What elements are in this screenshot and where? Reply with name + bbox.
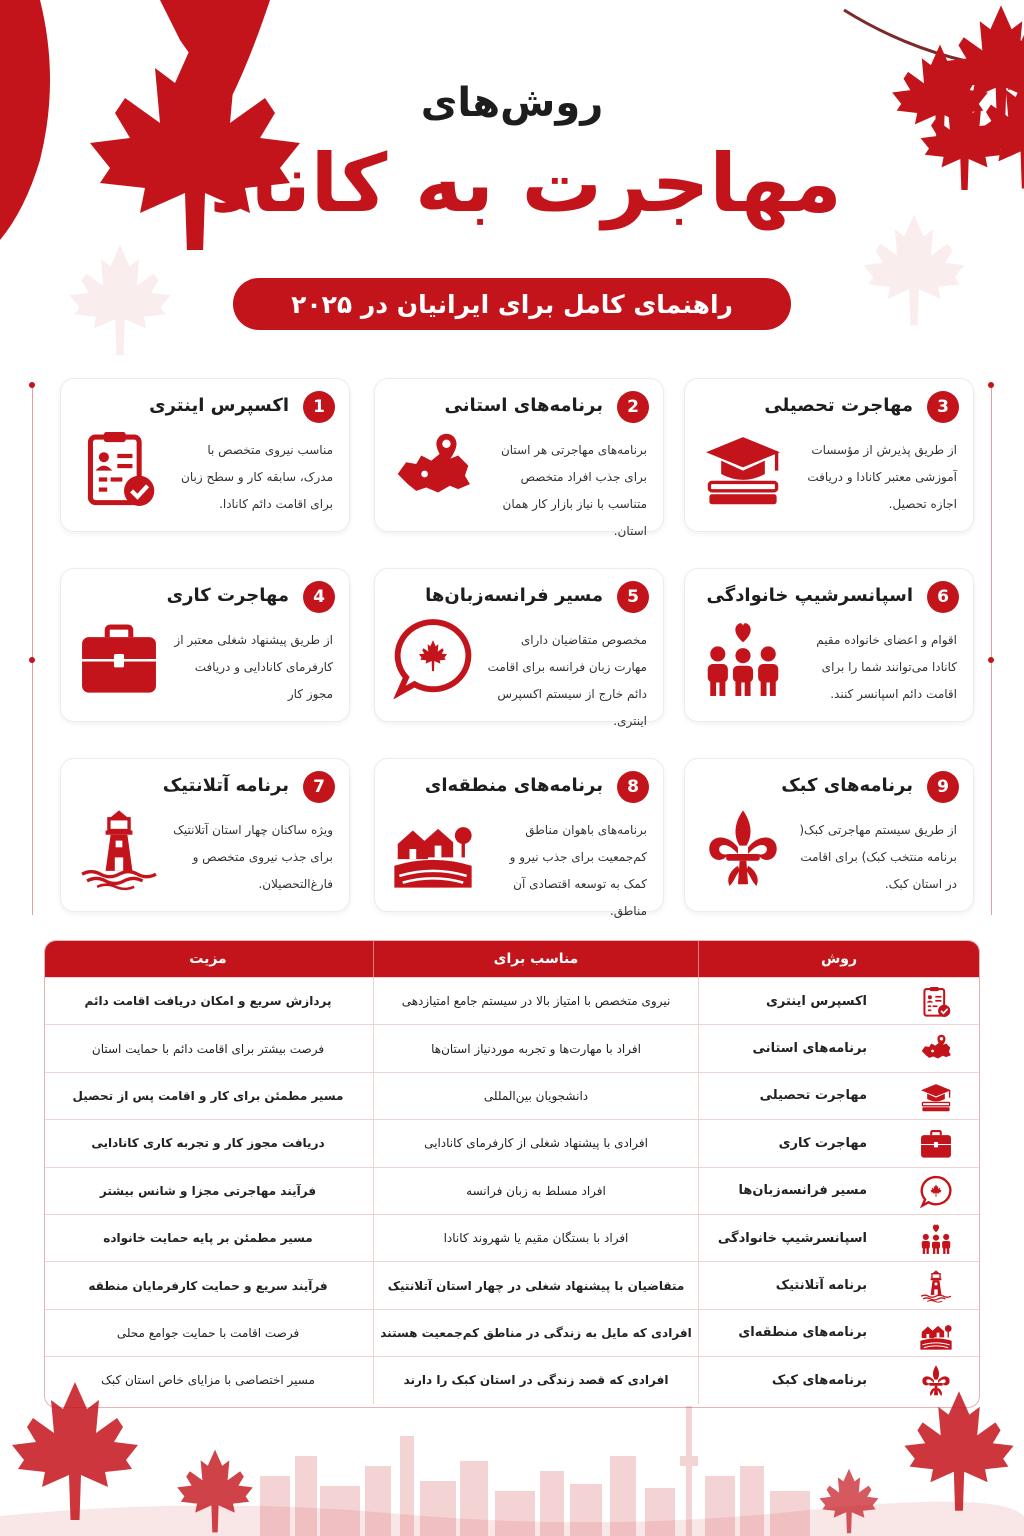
cell-benefit: مسیر مطمئن برای کار و اقامت پس از تحصیل	[72, 1088, 344, 1103]
cell-benefit: فرآیند سریع و حمایت کارفرمایان منطقه	[88, 1278, 328, 1293]
method-card-work	[60, 568, 350, 722]
cell-method-text: اکسپرس اینتری	[765, 993, 867, 1009]
header-method: روش	[820, 951, 858, 967]
side-dot	[29, 657, 35, 663]
card-number: 7	[303, 771, 335, 803]
lighthouse-icon	[77, 807, 161, 891]
cell-suitable-for: افراد با بستگان مقیم یا شهروند کانادا	[373, 1215, 699, 1261]
method-card-family-sponsorship	[684, 568, 974, 722]
cell-benefit: فرصت بیشتر برای اقامت دائم با حمایت استان	[91, 1041, 325, 1056]
checklist-icon	[919, 985, 953, 1019]
cell-benefit: مسیر اختصاصی با مزایای خاص استان کبک	[101, 1373, 315, 1388]
table-row	[45, 1072, 979, 1119]
maple-leaf-decoration	[170, 1446, 260, 1536]
family-icon	[919, 1222, 953, 1256]
card-number: 8	[617, 771, 649, 803]
fleur-de-lis-icon	[701, 807, 785, 891]
cell-method-text: مسیر فرانسه‌زبان‌ها	[738, 1183, 867, 1199]
cell-suitable-for: دانشجویان بین‌المللی	[373, 1073, 699, 1119]
card-description: ویژه ساکنان چهار استان آتلانتیک برای جذب نیروی متخصص و فارغ‌التحصیلان.	[173, 823, 333, 891]
card-number: 2	[617, 391, 649, 423]
card-number: 3	[927, 391, 959, 423]
card-number: 1	[303, 391, 335, 423]
page-title-line-2: مهاجرت به کانادا	[182, 137, 842, 230]
cell-method-text: برنامه‌های استانی	[752, 1041, 867, 1057]
maple-leaf-decoration	[0, 1376, 150, 1526]
table-row	[45, 1119, 979, 1166]
canada-map-pin-icon	[391, 427, 475, 511]
side-dot	[988, 382, 994, 388]
header-benefit: مزیت	[189, 951, 227, 967]
cell-benefit: دریافت مجوز کار و تجربه کاری کانادایی	[91, 1136, 325, 1151]
cell-method	[699, 1025, 979, 1071]
card-number: 5	[617, 581, 649, 613]
card-description: اقوام و اعضای خانواده مقیم کانادا می‌توانند شما را برای اقامت دائم اسپانسر کنند.	[816, 633, 957, 701]
method-card-atlantic	[60, 758, 350, 912]
cell-method-text: برنامه‌های کبک	[771, 1372, 867, 1388]
table-row	[45, 1024, 979, 1071]
card-title: مهاجرت تحصیلی	[764, 395, 913, 416]
table-header	[45, 941, 979, 977]
cell-benefit: فرآیند مهاجرتی مجزا و شانس بیشتر	[99, 1183, 317, 1198]
cell-method-text: برنامه آتلانتیک	[775, 1278, 867, 1294]
card-description: از طریق پیشنهاد شغلی معتبر از کارفرمای کانادایی و دریافت مجوز کار	[174, 633, 333, 701]
card-title: برنامه آتلانتیک	[162, 775, 289, 796]
maple-leaf-decoration	[814, 1466, 884, 1536]
card-number: 6	[927, 581, 959, 613]
card-title: برنامه‌های کبک	[781, 775, 913, 796]
card-title: مسیر فرانسه‌زبان‌ها	[425, 585, 603, 606]
cell-suitable-for: نیروی متخصص با امتیاز بالا در سیستم جامع امتیازدهی	[373, 978, 699, 1024]
village-icon	[391, 807, 475, 891]
checklist-icon	[77, 427, 161, 511]
table-row	[45, 1261, 979, 1308]
faded-maple-leaf	[60, 240, 180, 360]
method-card-regional	[374, 758, 664, 918]
cell-suitable-for: افرادی که مایل به زندگی در مناطق کم‌جمعیت هستند	[373, 1310, 699, 1356]
family-icon	[701, 617, 785, 701]
graduation-cap-icon	[701, 427, 785, 511]
cell-method-text: برنامه‌های منطقه‌ای	[738, 1325, 867, 1341]
maple-leaf-decoration	[894, 1386, 1024, 1516]
method-card-francophone	[374, 568, 664, 728]
cell-method	[699, 1168, 979, 1214]
table-row	[45, 977, 979, 1024]
cell-method-text: اسپانسرشیپ خانوادگی	[717, 1230, 867, 1246]
cell-method	[699, 1073, 979, 1119]
cell-suitable-for: افراد با مهارت‌ها و تجربه موردنیاز استان‌ها	[373, 1025, 699, 1071]
card-title: مهاجرت کاری	[166, 585, 289, 606]
cell-suitable-for: متقاضیان با پیشنهاد شغلی در چهار استان آتلانتیک	[373, 1262, 699, 1308]
card-title: برنامه‌های منطقه‌ای	[424, 775, 603, 796]
card-description: برنامه‌های باهوان مناطق کم‌جمعیت برای جذب نیرو و کمک به توسعه اقتصادی آن مناطق.	[509, 823, 647, 918]
cell-benefit: فرصت اقامت با حمایت جوامع محلی	[116, 1325, 300, 1340]
page-title-line-1: روش‌های	[420, 80, 604, 126]
card-title: برنامه‌های استانی	[444, 395, 603, 416]
side-divider-right	[991, 385, 992, 915]
card-title: اسپانسرشیپ خانوادگی	[706, 585, 913, 606]
lighthouse-icon	[919, 1269, 953, 1303]
card-description: از طریق پذیرش از مؤسسات آموزشی معتبر کانادا و دریافت اجازه تحصیل.	[807, 443, 957, 511]
card-number: 9	[927, 771, 959, 803]
card-description: از طریق سیستم مهاجرتی کبک( برنامه منتخب کبک) برای اقامت در استان کبک.	[799, 823, 957, 891]
briefcase-icon	[919, 1127, 953, 1161]
cell-benefit: مسیر مطمئن بر پایه حمایت خانواده	[103, 1231, 313, 1246]
subtitle-badge: راهنمای کامل برای ایرانیان در ۲۰۲۵	[233, 278, 791, 330]
cell-method	[699, 978, 979, 1024]
briefcase-icon	[77, 617, 161, 701]
cell-method	[699, 1120, 979, 1166]
village-icon	[919, 1317, 953, 1351]
side-dot	[29, 382, 35, 388]
speech-bubble-maple-icon	[919, 1175, 953, 1209]
table-row	[45, 1167, 979, 1214]
cell-method-text: مهاجرت کاری	[778, 1135, 867, 1151]
cell-method	[699, 1310, 979, 1356]
table-row	[45, 1309, 979, 1356]
card-description: مخصوص متقاضیان دارای مهارت زبان فرانسه برای اقامت دائم خارج از سیستم اکسپرس اینتری.	[487, 633, 647, 728]
faded-maple-leaf	[854, 210, 974, 330]
card-number: 4	[303, 581, 335, 613]
comparison-table	[44, 940, 980, 1408]
method-card-express-entry	[60, 378, 350, 532]
method-card-provincial	[374, 378, 664, 538]
card-description: مناسب نیروی متخصص با مدرک، سابقه کار و سطح زبان برای اقامت دائم کانادا.	[181, 443, 333, 511]
canada-map-pin-icon	[919, 1032, 953, 1066]
method-card-quebec	[684, 758, 974, 912]
cell-suitable-for: افرادی که قصد زندگی در استان کبک را دارند	[373, 1357, 699, 1403]
cell-suitable-for: افراد مسلط به زبان فرانسه	[373, 1168, 699, 1214]
side-divider-left	[32, 385, 33, 915]
card-description: برنامه‌های مهاجرتی هر استان برای جذب افراد متخصص متناسب با نیاز بازار کار همان استان.	[500, 443, 647, 538]
cell-benefit: پردازش سریع و امکان دریافت اقامت دائم	[84, 994, 332, 1009]
cell-method	[699, 1262, 979, 1308]
cell-method-text: مهاجرت تحصیلی	[759, 1088, 867, 1104]
header-suitable-for: مناسب برای	[373, 941, 699, 977]
table-row	[45, 1214, 979, 1261]
graduation-cap-icon	[919, 1080, 953, 1114]
method-card-study	[684, 378, 974, 532]
card-title: اکسپرس اینتری	[149, 395, 289, 416]
cell-method	[699, 1215, 979, 1261]
side-dot	[988, 657, 994, 663]
cell-suitable-for: افرادی با پیشنهاد شغلی از کارفرمای کانادایی	[373, 1120, 699, 1166]
speech-bubble-maple-icon	[391, 617, 475, 701]
